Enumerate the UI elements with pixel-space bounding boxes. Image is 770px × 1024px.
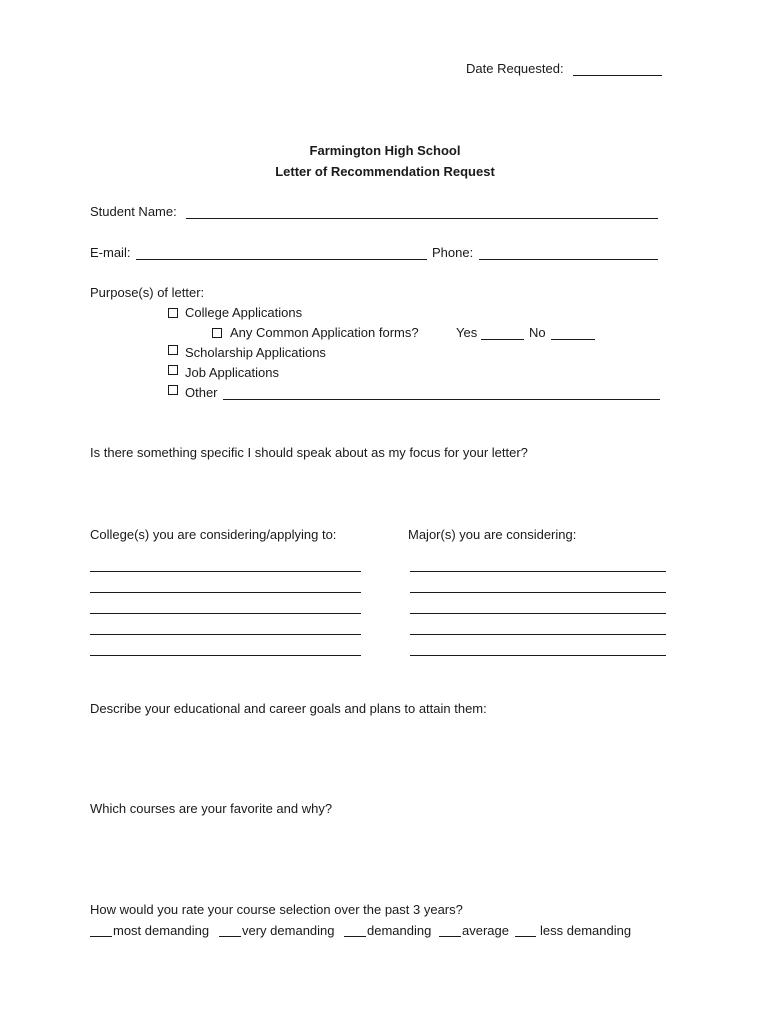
school-name-heading: Farmington High School	[309, 143, 461, 158]
rating-average: average	[462, 923, 509, 938]
common-app-no-field[interactable]	[551, 339, 595, 340]
rating-blank-very[interactable]	[219, 936, 241, 937]
rating-blank-most[interactable]	[90, 936, 112, 937]
major-line[interactable]	[410, 592, 666, 593]
rating-blank-demanding[interactable]	[344, 936, 366, 937]
other-field[interactable]	[223, 399, 660, 400]
college-line[interactable]	[90, 634, 361, 635]
rating-demanding: demanding	[367, 923, 432, 938]
college-line[interactable]	[90, 613, 361, 614]
rating-very-demanding: very demanding	[242, 923, 335, 938]
colleges-label: College(s) you are considering/applying to:	[90, 527, 337, 542]
major-line[interactable]	[410, 655, 666, 656]
form-title-heading: Letter of Recommendation Request	[275, 164, 495, 179]
student-name-label: Student Name:	[90, 204, 177, 219]
rating-blank-average[interactable]	[439, 936, 461, 937]
rating-less-demanding: less demanding	[540, 923, 632, 938]
majors-label: Major(s) you are considering:	[408, 527, 577, 542]
student-name-field[interactable]	[186, 218, 658, 219]
college-line[interactable]	[90, 592, 361, 593]
common-app-label: Any Common Application forms?	[230, 325, 419, 340]
scholarship-applications-label: Scholarship Applications	[185, 345, 326, 360]
email-field[interactable]	[136, 259, 427, 260]
common-app-no-label: No	[529, 325, 546, 340]
other-checkbox[interactable]	[168, 385, 178, 395]
phone-label: Phone:	[432, 245, 474, 260]
phone-field[interactable]	[479, 259, 658, 260]
college-line[interactable]	[90, 571, 361, 572]
major-line[interactable]	[410, 613, 666, 614]
course-rating-question: How would you rate your course selection over the past 3 years?	[90, 902, 463, 917]
major-line[interactable]	[410, 571, 666, 572]
job-applications-label: Job Applications	[185, 365, 279, 380]
rating-blank-less[interactable]	[515, 936, 536, 937]
focus-question: Is there something specific I should speak about as my focus for your letter?	[90, 445, 528, 460]
college-line[interactable]	[90, 655, 361, 656]
date-requested-label: Date Requested:	[466, 61, 564, 76]
major-line[interactable]	[410, 634, 666, 635]
common-app-yes-label: Yes	[456, 325, 478, 340]
college-applications-label: College Applications	[185, 305, 303, 320]
rating-most-demanding: most demanding	[113, 923, 210, 938]
common-app-yes-field[interactable]	[481, 339, 524, 340]
scholarship-applications-checkbox[interactable]	[168, 345, 178, 355]
email-label: E-mail:	[90, 245, 131, 260]
date-requested-field[interactable]	[573, 75, 662, 76]
favorite-courses-question: Which courses are your favorite and why?	[90, 801, 333, 816]
job-applications-checkbox[interactable]	[168, 365, 178, 375]
other-label: Other	[185, 385, 218, 400]
purpose-label: Purpose(s) of letter:	[90, 285, 205, 300]
common-app-checkbox[interactable]	[212, 328, 222, 338]
goals-question: Describe your educational and career goals and plans to attain them:	[90, 701, 487, 716]
college-applications-checkbox[interactable]	[168, 308, 178, 318]
